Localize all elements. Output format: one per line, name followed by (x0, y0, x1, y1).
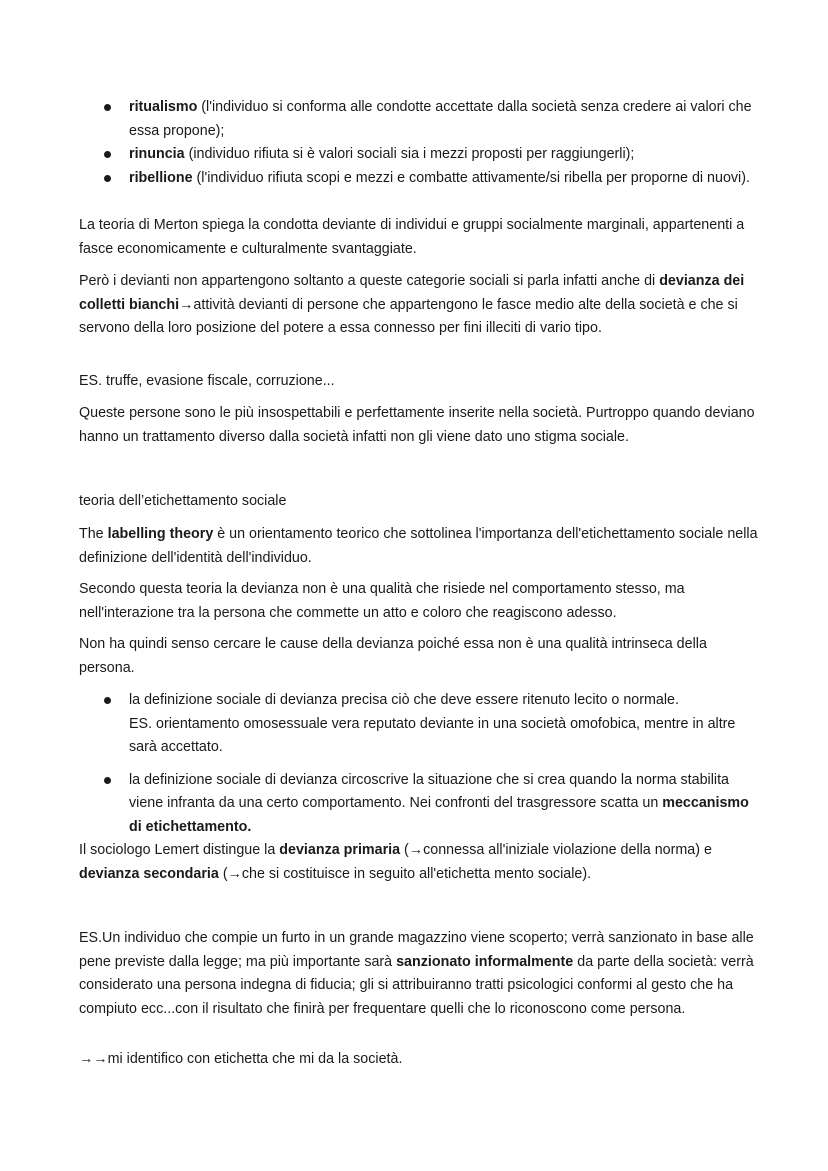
text-span: è un orientamento teorico che sottolinea l'importanza dell'etichettamento sociale nella definizione dell'identità dell'individuo. (79, 526, 758, 566)
list-item (79, 689, 759, 760)
term-white-collar: devianza dei colletti bianchi→ (79, 273, 745, 313)
item-text: la definizione sociale di devianza circoscrive la situazione che si crea quando la norma stabilita viene infranta da una certo comportamento. Nei confronti del trasgressore scatta un (129, 771, 730, 811)
text-span: Il sociologo Lemert distingue la (79, 842, 280, 858)
term-labelling-mechanism: meccanismo di etichettamento. (129, 795, 749, 835)
list-item (79, 96, 759, 143)
bullet-icon (104, 104, 111, 111)
merton-paragraph: La teoria di Merton spiega la condotta deviante di individui e gruppi socialmente marginali, appartenenti a fasce economicamente e culturalmente svantaggiate. (79, 217, 745, 257)
text-span: The (79, 526, 108, 542)
item-text: la definizione sociale di devianza precisa ciò che deve essere ritenuto lecito o normale. (129, 692, 679, 708)
text-span: (→connessa all'iniziale violazione della norma) e (400, 842, 712, 858)
term-informal-sanction: sanzionato informalmente (396, 953, 574, 970)
labelling-paragraph (79, 523, 759, 570)
text-span: attività devianti di persone che appartengono le fasce medio alte della società e che si servono della loro posizione del potere a essa connesso per fini illeciti di vario tipo. (79, 296, 738, 336)
example-paragraph: ES. truffe, evasione fiscale, corruzione... (79, 373, 335, 389)
list-item (79, 167, 759, 191)
conclusion-paragraph: →→mi identifico con etichetta che mi da la società. (79, 1051, 403, 1067)
term-ribellione: ribellione (129, 169, 193, 186)
bullet-icon (104, 777, 111, 784)
text-span: Però i devianti non appartengono soltanto a queste categorie sociali si parla infatti anche di (79, 273, 660, 289)
term-labelling-theory: labelling theory (107, 526, 214, 542)
according-paragraph: Secondo questa teoria la devianza non è una qualità che risiede nel comportamento stesso, ma nell'interazione tra la persona che commette un atto e coloro che reagiscono adesso. (79, 581, 685, 621)
bullet-icon (104, 697, 111, 704)
white-collar-paragraph (79, 270, 759, 341)
bullet-icon (104, 175, 111, 182)
term-rinuncia: rinuncia (129, 146, 185, 162)
text-span: ES.Un individuo che compie un furto in un grande magazzino viene scoperto; verrà sanzionato in base alle pene previste dalla legge; ma più importante sarà (79, 930, 754, 970)
list-item (79, 769, 759, 840)
deviance-types-list (79, 96, 759, 190)
no-sense-paragraph: Non ha quindi senso cercare le cause della devianza poiché essa non è una qualità intrinseca della persona. (79, 636, 707, 676)
text-span: da parte della società: verrà considerato una persona indegna di fiducia; gli si attribuiranno tratti psicologici conformi al gesto che ha compiuto ecc...con il risultato che finirà per frequentare quelli che lo riconoscono come persona. (79, 953, 754, 1017)
bullet-icon (104, 151, 111, 158)
text-span: (→che si costituisce in seguito all'etichetta mento sociale). (218, 865, 592, 882)
lemert-paragraph (79, 839, 759, 886)
these-people-paragraph: Queste persone sono le più insospettabili e perfettamente inserite nella società. Purtroppo quando deviano hanno un trattamento diverso dalla società infatti non gli viene dato uno stigma sociale. (79, 405, 755, 445)
item-example: ES. orientamento omosessuale vera reputato deviante in una società omofobica, mentre in altre sarà accettato. (129, 715, 736, 755)
item-text: (individuo rifiuta si è valori sociali sia i mezzi proposti per raggiungerli); (184, 146, 635, 162)
item-text: (l'individuo si conforma alle condotte accettate dalla società senza credere ai valori che essa propone); (129, 99, 752, 139)
term-ritualismo: ritualismo (129, 99, 198, 115)
term-primary-deviance: devianza primaria (279, 842, 401, 858)
example-2-paragraph (79, 927, 759, 1021)
item-text: (l'individuo rifiuta scopi e mezzi e combatte attivamente/si ribella per proporne di nuovi). (192, 169, 750, 186)
definition-list (79, 689, 759, 839)
list-item (79, 143, 759, 167)
section-title: teoria dell’etichettamento sociale (79, 493, 287, 509)
term-secondary-deviance: devianza secondaria (79, 865, 219, 882)
